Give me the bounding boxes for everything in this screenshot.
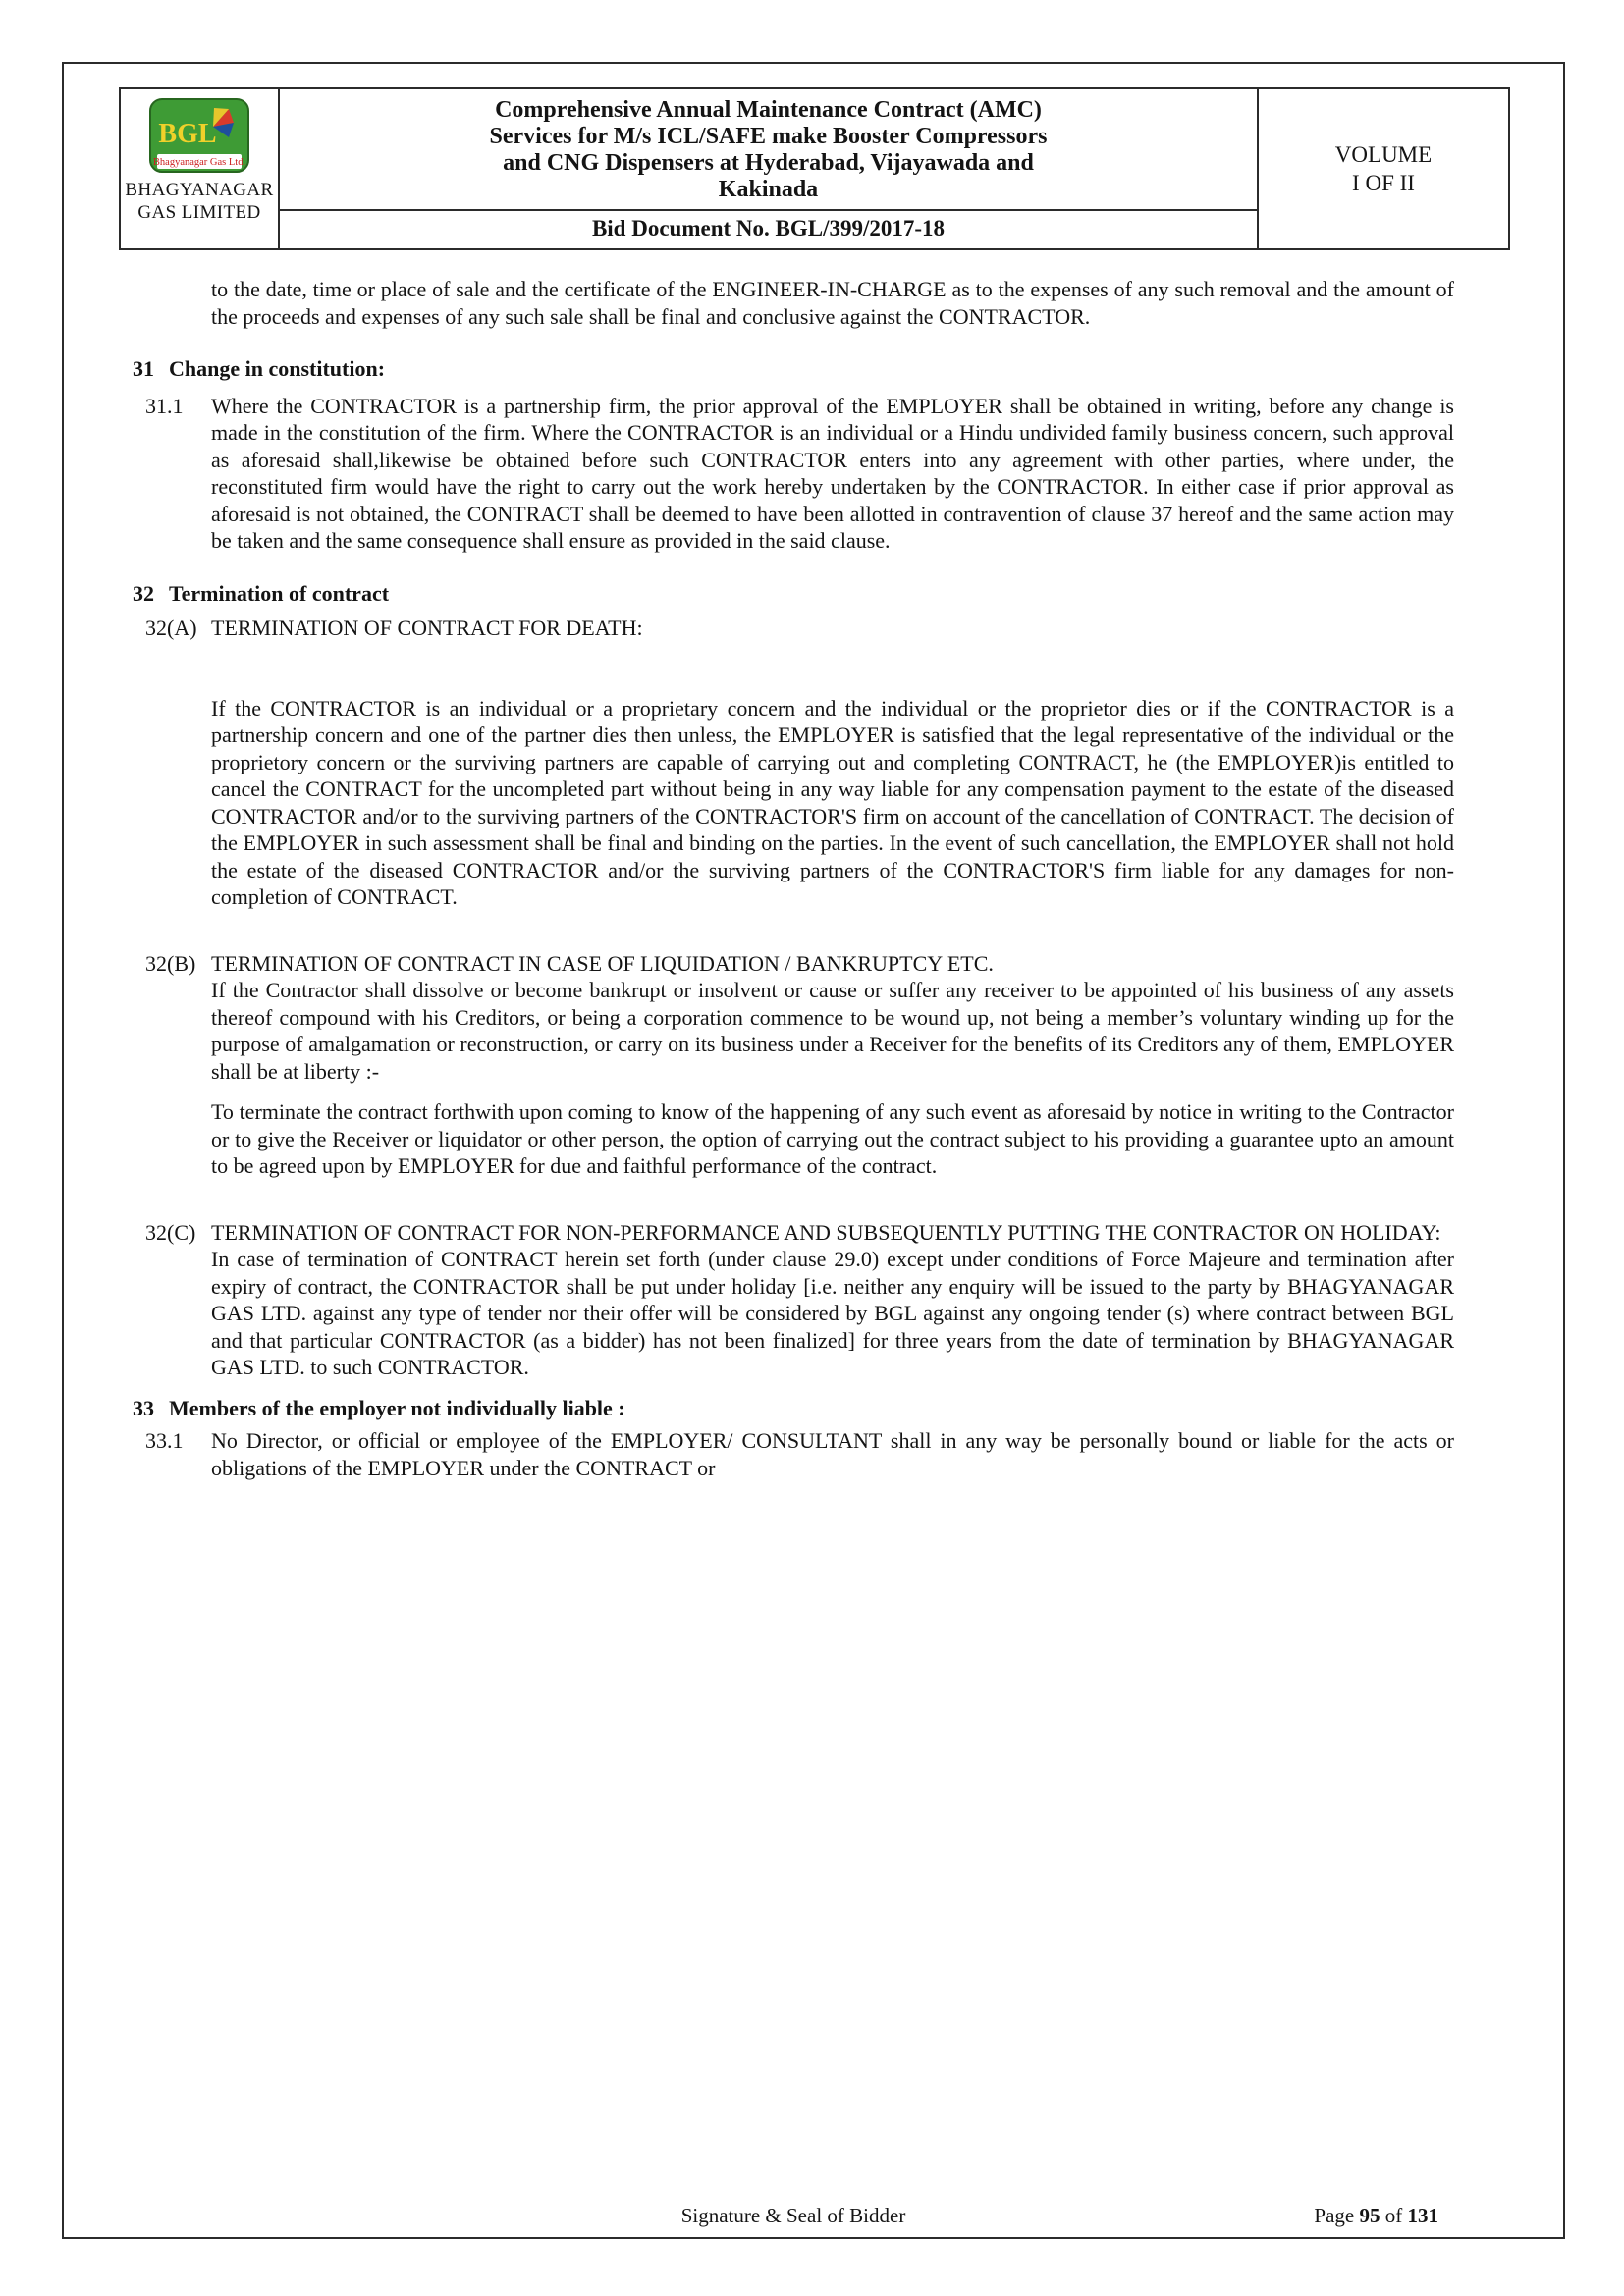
bgl-logo-icon	[148, 97, 250, 174]
logo-abbr: BGL	[158, 119, 217, 149]
document-title-line3: and CNG Dispensers at Hyderabad, Vijayawada and	[503, 150, 1034, 176]
section-32-number: 32	[133, 580, 154, 606]
clause-32c-number: 32(C)	[145, 1219, 196, 1245]
section-32-heading	[133, 580, 1454, 608]
page-total: 131	[1407, 2204, 1438, 2227]
section-31-title: Change in constitution:	[169, 356, 386, 381]
section-33-heading	[133, 1395, 1454, 1422]
clause-32c-text: In case of termination of CONTRACT herein set forth (under clause 29.0) except under conditions of Force Majeure and termination after expiry of contract, the CONTRACTOR shall be put under holiday [i.e. neither any enquiry will be issued to the party by BHAGYANAGAR GAS LTD. against any type of tender nor their offer will be considered by BGL against any ongoing tender (s) where contract between BGL and that particular CONTRACTOR (as a bidder) has not been finalized] for three years from the date of termination by BHAGYANAGAR GAS LTD. to such CONTRACTOR.	[211, 1247, 1454, 1379]
clause-31-1-text: Where the CONTRACTOR is a partnership firm, the prior approval of the EMPLOYER shall be obtained in writing, before any change is made in the constitution of the firm. Where the CONTRACTOR is an individual or a Hindu undivided family business concern, such approval as aforesaid shall,likewise be obtained before such CONTRACTOR enters into any agreement with other parties, where under, the reconstituted firm would have the right to carry out the work hereby undertaken by the CONTRACTOR. In either case if prior approval as aforesaid is not obtained, the CONTRACT shall be deemed to have been allotted in contravention of clause 37 hereof and the same action may be taken and the same consequence shall ensure as provided in the said clause.	[211, 393, 1454, 553]
clause-32a-spacer	[145, 695, 211, 911]
clause-32b-title: TERMINATION OF CONTRACT IN CASE OF LIQUIDATION / BANKRUPTCY ETC.	[211, 950, 994, 976]
company-name	[125, 179, 273, 224]
intro-number-spacer	[145, 276, 211, 330]
document-footer	[133, 2204, 1454, 2231]
volume-line1: VOLUME	[1334, 142, 1433, 167]
section-33-title: Members of the employer not individually liable :	[169, 1395, 625, 1420]
volume-line2: I OF II	[1352, 171, 1415, 195]
clause-31-1	[145, 393, 1454, 555]
clause-32b-text: If the Contractor shall dissolve or become bankrupt or insolvent or cause or suffer any receiver to be appointed of his business of any assets thereof compound with his Creditors, or being a corporation commence to be wound up, not being a member’s voluntary winding up for the purpose of amalgamation or reconstruction, or carry on its business under a Receiver for the benefits of its Creditors any of them, EMPLOYER shall be at liberty :-	[211, 978, 1454, 1084]
document-title-line4: Kakinada	[718, 177, 819, 202]
paragraph-intro: to the date, time or place of sale and the certificate of the ENGINEER-IN-CHARGE as to the expenses of any such removal and the amount of the proceeds and expenses of any such sale shall be final and conclusive against the CONTRACTOR.	[211, 277, 1454, 329]
clause-33-1	[145, 1427, 1454, 1481]
clause-32b-content	[211, 950, 1454, 1180]
clause-33-1-number: 33.1	[145, 1428, 184, 1453]
document-header	[119, 87, 1510, 250]
page-border	[62, 62, 1565, 2239]
section-32-title: Termination of contract	[169, 580, 390, 606]
volume-cell	[1257, 89, 1508, 248]
paragraph-intro-row	[145, 276, 1454, 330]
clause-32c-content	[211, 1219, 1454, 1381]
section-33-number: 33	[133, 1395, 154, 1420]
clause-32b	[145, 950, 1454, 1180]
section-31-number: 31	[133, 356, 154, 381]
document-title	[280, 89, 1257, 211]
company-name-line2: GAS LIMITED	[137, 202, 261, 223]
clause-33-1-text: No Director, or official or employee of the EMPLOYER/ CONSULTANT shall in any way be personally bound or liable for the acts or obligations of the EMPLOYER under the CONTRACT or	[211, 1428, 1454, 1480]
clause-32b-number: 32(B)	[145, 950, 196, 976]
signature-label: Signature & Seal of Bidder	[680, 2204, 906, 2227]
clause-32b-text2: To terminate the contract forthwith upon coming to know of the happening of any such event as aforesaid by notice in writing to the Contractor or to give the Receiver or liquidator or other person, the option of carrying out the contract subject to his providing a guarantee upto an amount to be agreed upon by EMPLOYER for due and faithful performance of the contract.	[211, 1099, 1454, 1178]
bid-document-number: Bid Document No. BGL/399/2017-18	[591, 216, 946, 240]
section-31-heading	[133, 355, 1454, 383]
title-cell	[280, 89, 1257, 248]
logo-cell	[121, 89, 280, 248]
page-current: 95	[1359, 2204, 1380, 2227]
page-word: Page	[1314, 2204, 1355, 2227]
clause-32a-text: If the CONTRACTOR is an individual or a proprietary concern and the individual or the proprietor dies or if the CONTRACTOR is a partnership concern and one of the partner dies then unless, the EMPLOYER is satisfied that the legal representative of the individual or the proprietory concern or the surviving partners are capable of carrying out and completing CONTRACT, he (the EMPLOYER)is entitled to cancel the CONTRACT for the uncompleted part without being in any way liable for any compensation payment to the estate of the diseased CONTRACTOR and/or to the surviving partners of the CONTRACTOR'S firm on account of the cancellation of CONTRACT. The decision of the EMPLOYER in such assessment shall be final and binding on the parties. In the event of such cancellation, the EMPLOYER shall not hold the estate of the diseased CONTRACTOR and/or the surviving partners of the CONTRACTOR'S firm liable for any damages for non-completion of CONTRACT.	[211, 695, 1454, 909]
document-body	[133, 276, 1454, 1481]
clause-32c-title: TERMINATION OF CONTRACT FOR NON-PERFORMANCE AND SUBSEQUENTLY PUTTING THE CONTRACTOR ON HOLIDAY:	[211, 1219, 1441, 1245]
company-name-line1: BHAGYANAGAR	[125, 180, 274, 200]
clause-32c	[145, 1219, 1454, 1381]
logo-caption: Bhagyanagar Gas Ltd.	[152, 157, 246, 168]
clause-31-1-number: 31.1	[145, 393, 184, 418]
clause-32a-title: TERMINATION OF CONTRACT FOR DEATH:	[211, 615, 643, 640]
page-number	[1314, 2204, 1438, 2228]
page-of-word: of	[1384, 2204, 1403, 2227]
document-title-line1: Comprehensive Annual Maintenance Contract (AMC)	[495, 97, 1042, 123]
document-title-line2: Services for M/s ICL/SAFE make Booster Compressors	[489, 124, 1048, 149]
clause-32a-body	[145, 695, 1454, 911]
clause-32a-heading	[145, 614, 1454, 642]
clause-32a-number: 32(A)	[145, 615, 197, 640]
